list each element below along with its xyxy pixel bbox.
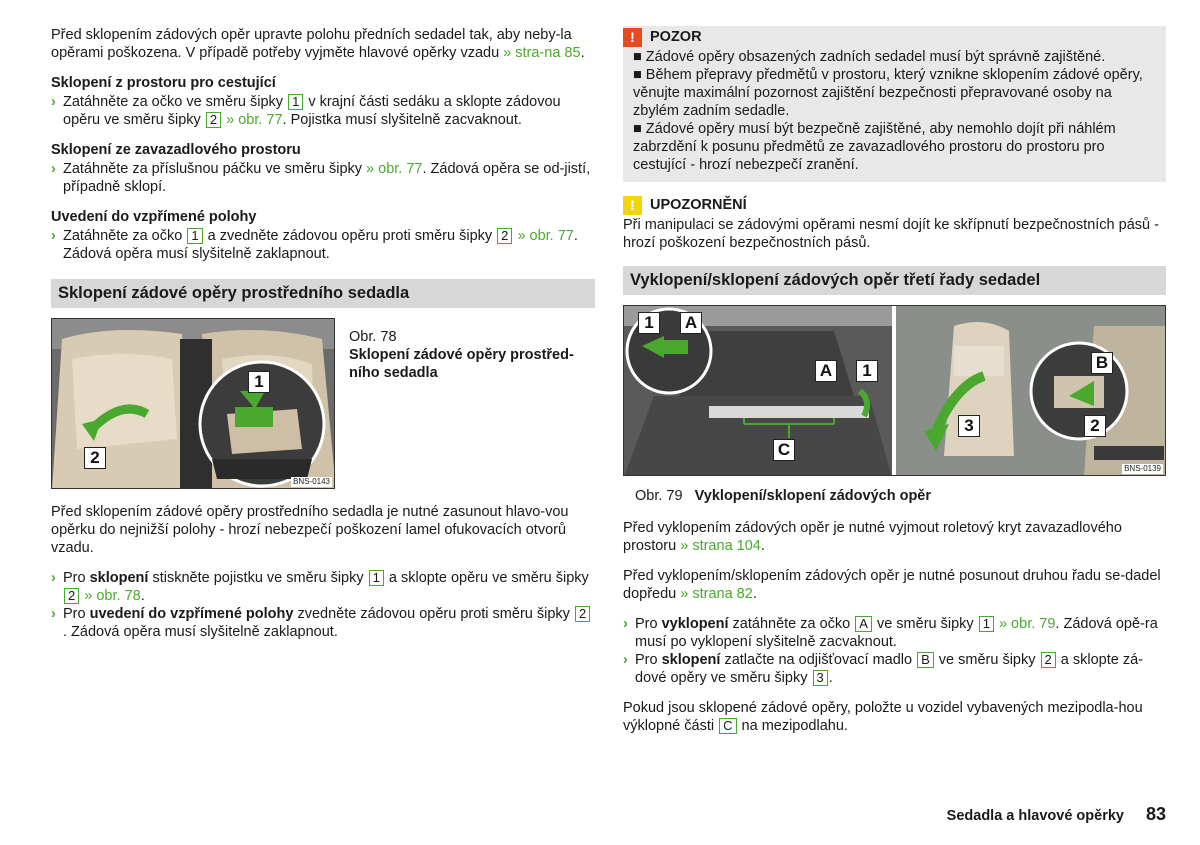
text: Zatáhněte za očko	[63, 228, 183, 244]
page-footer	[947, 805, 1166, 825]
warning-item: ■ Zádové opěry obsazených zadních sedadel musí být správně zajištěné.	[633, 49, 1106, 65]
step-fold-third-row	[623, 651, 1166, 687]
text: Zatáhněte za příslušnou páčku ve směru šipky	[63, 161, 363, 177]
right-column	[623, 26, 1166, 735]
text: Zatáhněte za očko ve směru šipky	[63, 94, 284, 110]
figure-78-image	[51, 318, 335, 489]
step-text	[63, 93, 595, 129]
figure-caption: Vyklopení/sklopení zádových opěr	[694, 488, 932, 504]
step-upright	[51, 227, 595, 263]
figure-79-caption	[635, 487, 1166, 505]
ref-box: 1	[187, 228, 202, 244]
callout-1: 1	[638, 312, 660, 334]
warning-icon: !	[623, 28, 642, 47]
text: .	[752, 586, 757, 602]
text: v krajní části sedáku a sklopte zádovou opěru ve směru šipky	[63, 94, 561, 128]
figure-code: BNS-0143	[293, 477, 330, 486]
step-trunk	[51, 160, 595, 196]
step-upright-middle	[51, 605, 595, 641]
step-text	[63, 605, 595, 641]
text-bold: uvedení do vzpřímené polohy	[89, 606, 294, 622]
text-bold: vyklopení	[661, 616, 729, 632]
middle-seat-paragraph: Před sklopením zádové opěry prostředního sedadla je nutné zasunout hlavo-vou opěrku do nejnižší polohy - hrozí nebezpečí poškození lamel ofukovacích otvorů vzadu.	[51, 504, 569, 556]
link-fig-79[interactable]: » obr. 79	[998, 616, 1056, 632]
text: .	[828, 670, 833, 686]
notice-text: Při manipulaci se zádovými opěrami nesmí dojít ke skřípnutí bezpečnostních pásů - hrozí poškození bezpečnostních pásů.	[623, 217, 1159, 251]
section-title-middle-seat: Sklopení zádové opěry prostředního sedadla	[51, 279, 595, 308]
text: . Zádová opěra musí slyšitelně zaklapnout.	[63, 624, 338, 640]
figure-78-block	[51, 318, 595, 489]
step-arrow-icon: ›	[51, 161, 56, 177]
text-bold: sklopení	[661, 652, 721, 668]
ref-box: 2	[206, 112, 221, 128]
ref-box: 2	[64, 588, 79, 604]
text-bold: sklopení	[89, 570, 149, 586]
text: Pro	[63, 606, 86, 622]
warning-box	[623, 26, 1166, 182]
text: stiskněte pojistku ve směru šipky	[152, 570, 364, 586]
callout-1: 1	[248, 371, 270, 393]
text: Pokud jsou sklopené zádové opěry, položte u vozidel vybavených mezipodla-hou výklopné části	[623, 700, 1143, 734]
ref-box: 1	[979, 616, 994, 632]
section-upright	[51, 208, 595, 263]
ref-box: 2	[575, 606, 590, 622]
text: na mezipodlahu.	[741, 718, 848, 734]
text: a sklopte opěru ve směru šipky	[388, 570, 589, 586]
figure-78-caption	[349, 318, 595, 489]
paragraph-second-row	[623, 567, 1166, 603]
text: a sklopte zá-dové opěry ve směru šipky	[635, 652, 1144, 686]
notice-icon: !	[623, 196, 642, 215]
heading-passenger: Sklopení z prostoru pro cestující	[51, 75, 276, 91]
link-fig-78[interactable]: » obr. 78	[84, 588, 141, 604]
figure-label: Obr. 79	[635, 488, 683, 504]
step-arrow-icon: ›	[623, 652, 628, 668]
text: ve směru šipky	[938, 652, 1036, 668]
step-arrow-icon: ›	[51, 228, 56, 244]
step-text	[635, 615, 1166, 651]
text: Pro	[635, 652, 658, 668]
ref-box: 2	[497, 228, 512, 244]
heading-upright: Uvedení do vzpřímené polohy	[51, 209, 257, 225]
link-page-82[interactable]: » strana 82	[680, 586, 753, 602]
text: .	[140, 588, 145, 604]
ref-box: C	[719, 718, 736, 734]
text: . Zádová opě-ra musí po vyklopení slyšitelně zacvaknout.	[635, 616, 1158, 650]
text: . Zádová opěra se od-jistí, případně sklopí.	[63, 161, 591, 195]
figure-79-image	[623, 305, 1166, 476]
footer-title: Sedadla a hlavové opěrky	[946, 808, 1124, 824]
section-passenger	[51, 74, 595, 129]
paragraph-cover	[623, 519, 1166, 555]
text: Před vyklopením zádových opěr je nutné vyjmout roletový kryt zavazadlového prostoru	[623, 520, 1122, 554]
figure-label: Obr. 78	[349, 329, 397, 345]
step-passenger	[51, 93, 595, 129]
notice-box	[623, 194, 1166, 252]
link-fig-77[interactable]: » obr. 77	[517, 228, 574, 244]
paragraph-subfloor	[623, 699, 1166, 735]
step-text	[63, 160, 595, 196]
warning-item: ■ Během přepravy předmětů v prostoru, který vznikne sklopením zádové opěry, věnujte maximální pozornost zajištění bezpečnosti přepravované osoby na zbylém zadním sedadle.	[633, 67, 1143, 119]
callout-a: A	[815, 360, 837, 382]
step-arrow-icon: ›	[51, 606, 56, 622]
ref-box: 3	[813, 670, 828, 686]
intro-end: .	[580, 45, 585, 61]
ref-box: 1	[288, 94, 303, 110]
step-arrow-icon: ›	[623, 616, 628, 632]
ref-box: 1	[369, 570, 384, 586]
callout-3: 3	[958, 415, 980, 437]
text: a zvedněte zádovou opěru proti směru šipky	[207, 228, 493, 244]
ref-box: A	[855, 616, 872, 632]
warning-title: POZOR	[650, 29, 702, 45]
text: Před vyklopením/sklopením zádových opěr je nutné posunout druhou řadu se-dadel dopředu	[623, 568, 1161, 602]
intro-paragraph	[51, 26, 595, 62]
step-arrow-icon: ›	[51, 570, 56, 586]
warning-item: ■ Zádové opěry musí být bezpečně zajištěné, aby nemohlo dojít při náhlém zabrzdění k posunu předmětů ze zavazadlového prostoru do prostoru pro cestující - hrozí nebezpečí zranění.	[633, 121, 1116, 173]
callout-a: A	[680, 312, 702, 334]
text: . Pojistka musí slyšitelně zacvaknout.	[282, 112, 522, 128]
step-fold-middle	[51, 569, 595, 605]
section-title-third-row: Vyklopení/sklopení zádových opěr třetí řady sedadel	[623, 266, 1166, 295]
notice-header	[623, 194, 1166, 216]
callout-b: B	[1091, 352, 1113, 374]
link-page-104[interactable]: » strana 104	[680, 538, 761, 554]
left-column	[51, 26, 595, 641]
warning-header	[623, 26, 1156, 48]
section-trunk	[51, 141, 595, 196]
text: ve směru šipky	[876, 616, 974, 632]
trunk-illustration	[624, 306, 1166, 476]
link-fig-77[interactable]: » obr. 77	[226, 112, 283, 128]
callout-1: 1	[856, 360, 878, 382]
text: Pro	[635, 616, 658, 632]
text: zatlačte na odjišťovací madlo	[724, 652, 913, 668]
step-text	[63, 569, 595, 605]
ref-box: 2	[1041, 652, 1056, 668]
page-number: 83	[1145, 804, 1166, 824]
ref-box: B	[917, 652, 934, 668]
heading-trunk: Sklopení ze zavazadlového prostoru	[51, 142, 301, 158]
callout-c: C	[773, 439, 795, 461]
figure-caption: Sklopení zádové opěry prostřed-ního sedadla	[349, 347, 574, 381]
link-fig-77[interactable]: » obr. 77	[366, 161, 423, 177]
figure-code: BNS-0139	[1124, 464, 1161, 473]
notice-title: UPOZORNĚNÍ	[650, 197, 747, 213]
callout-2: 2	[84, 447, 106, 469]
text: zvedněte zádovou opěru proti směru šipky	[297, 606, 570, 622]
text: .	[760, 538, 765, 554]
text: zatáhněte za očko	[732, 616, 851, 632]
step-text	[63, 227, 595, 263]
step-text	[635, 651, 1166, 687]
text: . Zádová opěra musí slyšitelně zaklapnout.	[63, 228, 578, 262]
link-page-85[interactable]: » stra-na 85	[503, 45, 581, 61]
callout-2: 2	[1084, 415, 1106, 437]
step-arrow-icon: ›	[51, 94, 56, 110]
intro-text: Před sklopením zádových opěr upravte polohu předních sedadel tak, aby neby-la opěrami poškozena. V případě potřeby vyjměte hlavové opěrky vzadu	[51, 27, 572, 61]
step-unfold-third-row	[623, 615, 1166, 651]
text: Pro	[63, 570, 86, 586]
